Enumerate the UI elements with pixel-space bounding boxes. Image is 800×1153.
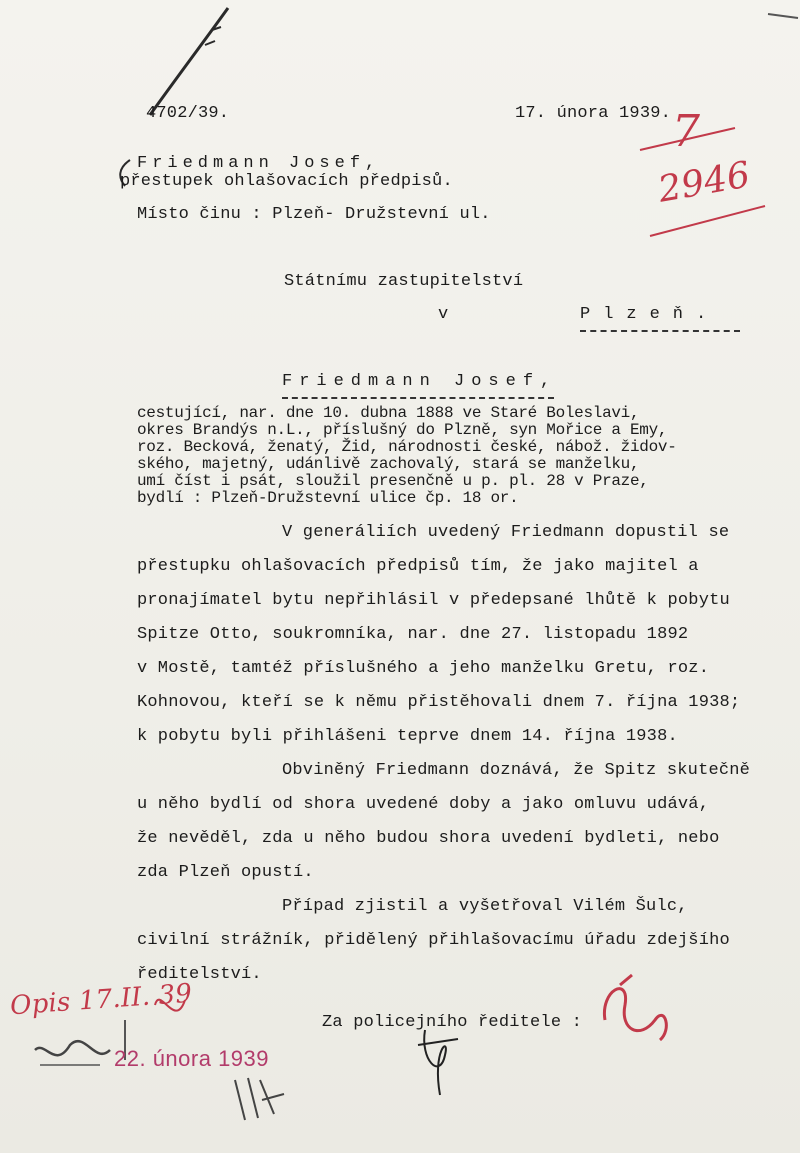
paragraph-3-line: ředitelství.	[137, 965, 262, 984]
paragraph-2-line: u něho bydlí od shora uvedené doby a jako omluvu udává,	[137, 795, 710, 814]
paragraph-3-line: Případ zjistil a vyšetřoval Vilém Šulc,	[282, 897, 688, 916]
recipient-city: Plzeň.	[580, 305, 720, 324]
paragraph-1-line: přestupku ohlašovacích předpisů tím, že jako majitel a	[137, 557, 699, 576]
paragraph-1-line: k pobytu byli přihlášeni teprve dnem 14. října 1938.	[137, 727, 678, 746]
paragraph-1-line: V generáliích uvedený Friedmann dopustil se	[282, 523, 730, 542]
generalia-line: umí číst i psát, sloužil presenčně u p. pl. 28 v Praze,	[137, 472, 649, 490]
heading-name: Friedmann Josef,	[282, 372, 558, 391]
paragraph-1-line: v Mostě, tamtéž příslušného a jeho manželku Gretu, roz.	[137, 659, 710, 678]
paragraph-3-line: civilní strážník, přidělený přihlašovacímu úřadu zdejšího	[137, 931, 730, 950]
crime-place: Místo činu : Plzeň- Družstevní ul.	[137, 205, 491, 224]
generalia-line: cestující, nar. dne 10. dubna 1888 ve Staré Boleslavi,	[137, 404, 640, 422]
paragraph-2-line: že nevěděl, zda u něho budou shora uvedení bydleti, nebo	[137, 829, 720, 848]
document-date: 17. února 1939.	[515, 104, 672, 123]
paragraph-1-line: pronajímatel bytu nepřihlásil v předepsané lhůtě k pobytu	[137, 591, 730, 610]
paragraph-2-line: zda Plzeň opustí.	[137, 863, 314, 882]
paragraph-1-line: Spitze Otto, soukromníka, nar. dne 27. listopadu 1892	[137, 625, 689, 644]
received-date-stamp: 22. února 1939	[114, 1046, 270, 1071]
subject-offense: přestupek ohlašovacích předpisů.	[120, 172, 453, 191]
recipient-prep: v	[438, 305, 449, 324]
paragraph-2-line: Obviněný Friedmann doznává, že Spitz skutečně	[282, 761, 751, 780]
reference-number: 4702/39.	[146, 104, 230, 123]
paragraph-1-line: Kohnovou, kteří se k němu přistěhovali dnem 7. října 1938;	[137, 693, 741, 712]
subject-name: Friedmann Josef,	[137, 154, 381, 173]
red-number-top: 7	[672, 106, 701, 157]
generalia-line: bydlí : Plzeň-Družstevní ulice čp. 18 or.	[137, 489, 519, 507]
recipient: Státnímu zastupitelství	[284, 272, 524, 291]
generalia-line: okres Brandýs n.L., příslušný do Plzně, syn Mořice a Emy,	[137, 421, 668, 439]
red-note-bottom: Opis 17.II. 39	[9, 978, 194, 1022]
generalia-line: ského, majetný, udánlivě zachovalý, stará se manželku,	[137, 455, 640, 473]
generalia-line: roz. Becková, ženatý, Žid, národnosti české, nábož. židov-	[137, 438, 677, 456]
red-number: 2946	[655, 154, 754, 211]
signature-line: Za policejního ředitele :	[322, 1013, 583, 1032]
